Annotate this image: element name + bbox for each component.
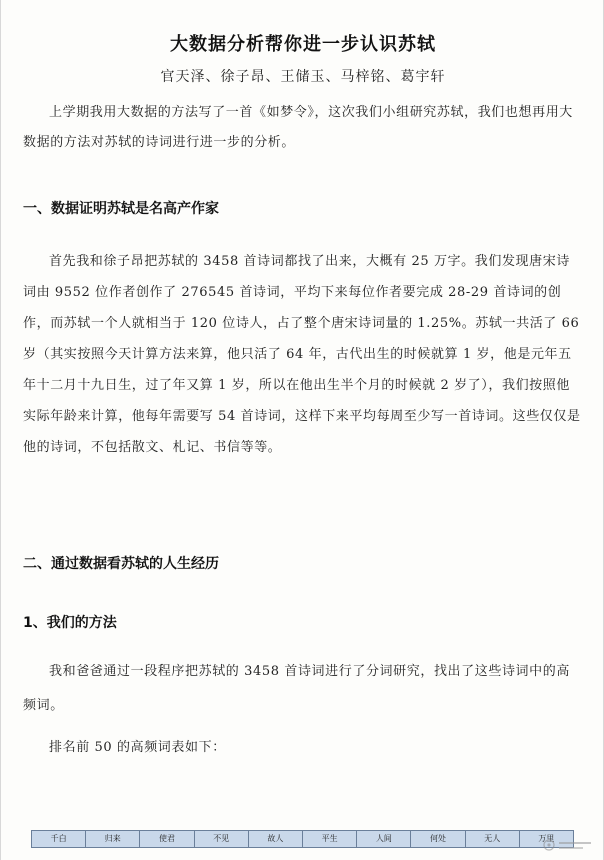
table-cell: 无人 <box>466 831 520 847</box>
table-intro-line: 排名前 50 的高频词表如下： <box>49 740 226 755</box>
table-cell: 使君 <box>140 831 194 847</box>
section-2-heading: 二、通过数据看苏轼的人生经历 <box>23 556 219 572</box>
frequency-table <box>31 830 574 848</box>
table-cell: 人间 <box>357 831 411 847</box>
table-cell: 万里 <box>538 834 555 843</box>
table-cell: 故人 <box>249 831 303 847</box>
table-cell: 不见 <box>195 831 249 847</box>
table-cell: 归来 <box>86 831 140 847</box>
watermark-icon <box>541 836 595 854</box>
section-1-paragraph: 首先我和徐子昂把苏轼的 3458 首诗词都找了出来，大概有 25 万字。我们发现唐宋诗词由 9552 位作者创作了 276545 首诗词，平均下来每位作者要完成 28-29 首诗词的创作，而苏轼一个人就相当于 120 位诗人，占了整个唐宋诗词量的 1.25%。苏轼一共活了 66 岁（其实按照今天计算方法来算，他只活了 64 年，古代出生的时候就算 1 岁，他是元年五年十二月十九日生，过了年又算 1 岁，所以在他出生半个月的时候就 2 岁了），我们按照他实际年龄来计算，他每年需要写 54 首诗词，这样下来平均每周至少写一首诗词。这些仅仅是他的诗词，不包括散文、札记、书信等等。 <box>23 254 581 455</box>
document-title: 大数据分析帮你进一步认识苏轼 <box>170 34 436 55</box>
table-cell: 千白 <box>32 831 86 847</box>
method-paragraph: 我和爸爸通过一段程序把苏轼的 3458 首诗词进行了分词研究，找出了这些诗词中的高频词。 <box>23 664 570 713</box>
section-1-heading: 一、数据证明苏轼是名高产作家 <box>23 201 219 217</box>
author-list: 官天泽、徐子昂、王储玉、马梓铭、葛宇轩 <box>160 69 446 85</box>
intro-paragraph: 上学期我用大数据的方法写了一首《如梦令》，这次我们小组研究苏轼，我们也想再用大数据的方法对苏轼的诗词进行进一步的分析。 <box>23 105 573 150</box>
table-cell: 平生 <box>303 831 357 847</box>
subsection-1-heading: 1、我们的方法 <box>23 615 117 631</box>
table-cell: 何处 <box>411 831 465 847</box>
